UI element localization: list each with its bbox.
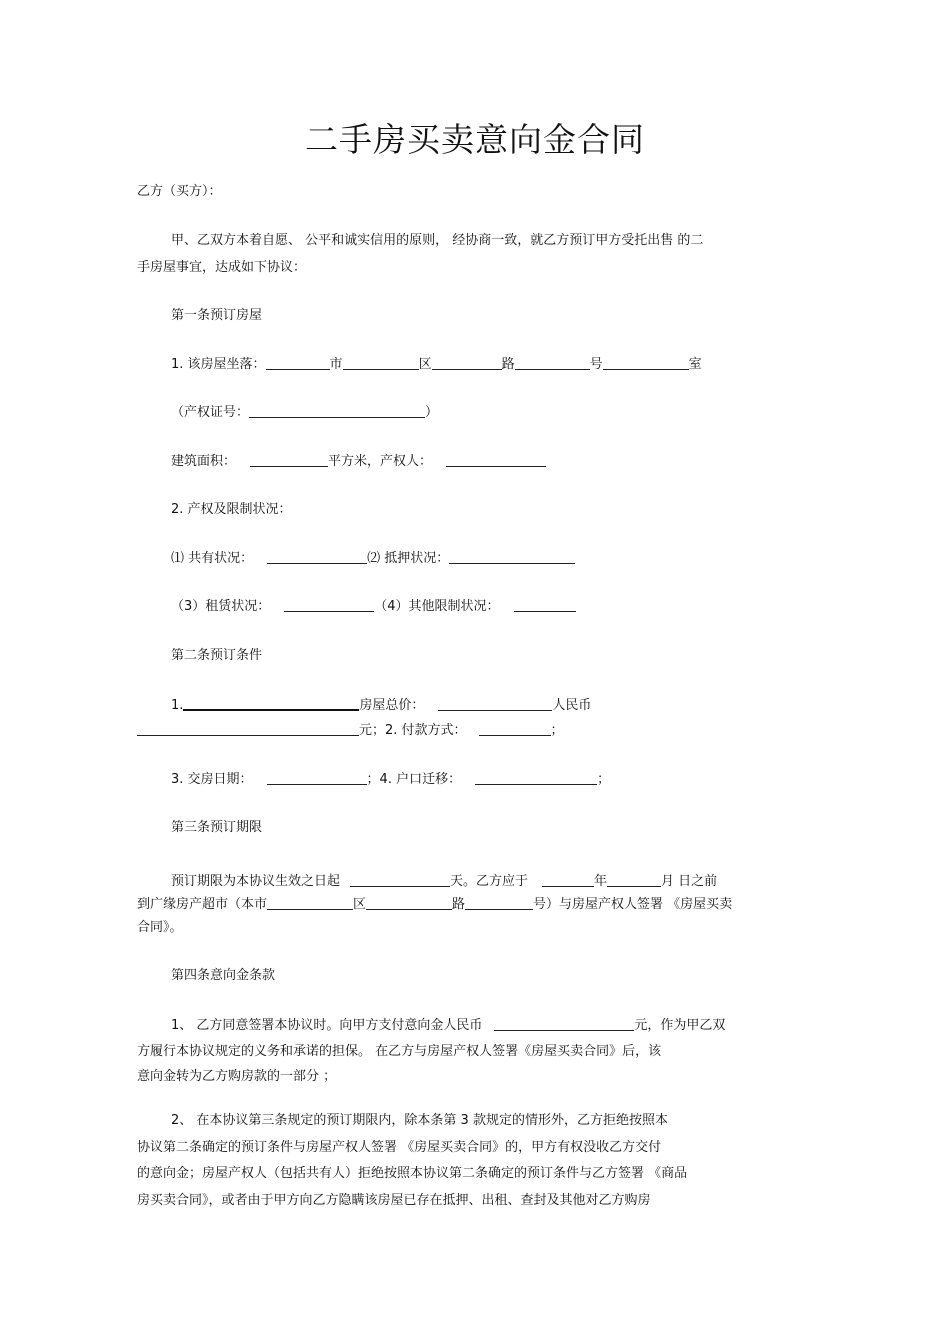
location-label: 1. 该房屋坐落： — [171, 357, 266, 372]
room-blank[interactable] — [603, 356, 689, 370]
term-month-blank[interactable] — [607, 873, 661, 887]
co-own-blank[interactable] — [267, 550, 367, 564]
room-suffix: 室 — [688, 357, 702, 372]
intro-line-1: 甲、乙双方本着自愿、 公平和诚实信用的原则， 经协商一致，就乙方预订甲方受托出售 的二 — [171, 233, 704, 248]
lease-other-row — [171, 598, 576, 616]
road-suffix: 路 — [501, 357, 515, 372]
payment-semicolon: ； — [550, 723, 564, 738]
co-own-label: ⑴ 共有状况： — [171, 551, 254, 566]
mortgage-blank[interactable] — [449, 550, 575, 564]
clause-2-line-4: 房买卖合同》，或者由于甲方向乙方隐瞒该房屋已存在抵押、出租、查封及其他对乙方购房 — [137, 1193, 651, 1208]
area-row — [171, 453, 546, 471]
market-road-blank[interactable] — [465, 896, 533, 910]
item-1-blank[interactable] — [183, 696, 359, 711]
row-end-semicolon: ； — [597, 772, 611, 787]
term-line-1 — [171, 873, 717, 891]
certificate-close: ） — [425, 405, 439, 420]
document-title: 二手房买卖意向金合同 — [305, 120, 645, 159]
clause-2-line-2: 协议第二条确定的预订条件与房屋产权人签署 《房屋买卖合同》的，甲方有权没收乙方交付 — [137, 1140, 662, 1155]
road-blank[interactable] — [432, 356, 502, 370]
rmb-label: 人民币 — [552, 698, 592, 713]
market-city-blank[interactable] — [267, 896, 353, 910]
city-suffix: 市 — [329, 357, 343, 372]
number-suffix: 号 — [589, 357, 603, 372]
certificate-blank[interactable] — [249, 404, 425, 418]
district-suffix: 区 — [418, 357, 432, 372]
term-line-3: 合同》。 — [137, 920, 183, 935]
term-start-text: 预订期限为本协议生效之日起 — [171, 874, 341, 889]
yuan-payment-label: 元；2. 付款方式： — [359, 723, 467, 738]
delivery-hukou-row — [171, 771, 610, 789]
mortgage-label: ⑵ 抵押状况： — [367, 551, 450, 566]
hukou-label: ；4. 户口迁移： — [366, 772, 462, 787]
city-blank[interactable] — [266, 356, 330, 370]
area-blank[interactable] — [250, 453, 328, 467]
market-number-text: 号）与房屋产权人签署 《房屋买卖 — [533, 897, 733, 912]
area-unit-owner-label: 平方米，产权人： — [328, 454, 433, 469]
certificate-label: （产权证号： — [171, 405, 250, 420]
intro-line-2: 手房屋事宜，达成如下协议： — [137, 260, 307, 275]
co-own-mortgage-row — [171, 550, 575, 568]
deposit-text: 1、 乙方同意签署本协议时。向甲方支付意向金人民币 — [171, 1018, 483, 1033]
term-year-suffix: 年 — [594, 874, 608, 889]
clause-2-line-1: 2、 在本协议第三条规定的预订期限内，除本条第 3 款规定的情形外，乙方拒绝按照本 — [171, 1113, 668, 1128]
total-price-blank[interactable] — [438, 697, 552, 711]
deposit-amount-blank[interactable] — [494, 1017, 634, 1031]
other-limit-label: （4）其他限制状况： — [374, 599, 500, 614]
district-blank[interactable] — [343, 356, 419, 370]
term-days-text: 天。乙方应于 — [450, 874, 529, 889]
area-label: 建筑面积： — [171, 454, 237, 469]
clause-1-line-3: 意向金转为乙方购房款的一部分 ； — [137, 1069, 337, 1084]
certificate-row — [171, 404, 438, 422]
delivery-date-blank[interactable] — [267, 771, 367, 785]
payment-method-blank[interactable] — [479, 722, 551, 736]
clause-1-line-2: 方履行本协议规定的义务和承诺的担保。 在乙方与房屋产权人签署《房屋买卖合同》后，该 — [137, 1044, 662, 1059]
term-days-blank[interactable] — [350, 873, 450, 887]
market-text: 到广缘房产超市（本市 — [137, 897, 268, 912]
lease-label: （3）租赁状况： — [171, 599, 271, 614]
market-road-suffix: 路 — [452, 897, 466, 912]
clause-1-line-1 — [171, 1017, 725, 1035]
term-year-blank[interactable] — [542, 873, 594, 887]
article-3-heading: 第三条预订期限 — [171, 820, 263, 835]
other-limit-blank[interactable] — [514, 598, 576, 612]
article-1-heading: 第一条预订房屋 — [171, 308, 263, 323]
deposit-guarantee-text: 元，作为甲乙双 — [634, 1018, 726, 1033]
term-line-2 — [137, 896, 732, 914]
owner-blank[interactable] — [446, 453, 546, 467]
number-blank[interactable] — [515, 356, 590, 370]
location-row — [171, 356, 702, 374]
term-month-day-text: 月 日之前 — [661, 874, 718, 889]
article-4-heading: 第四条意向金条款 — [171, 968, 276, 983]
market-district-suffix: 区 — [353, 897, 367, 912]
price-row — [171, 696, 591, 715]
rmb-amount-blank[interactable] — [137, 722, 359, 736]
clause-2-line-3: 的意向金；房屋产权人（包括共有人）拒绝按照本协议第二条确定的预订条件与乙方签署 《商品 — [137, 1166, 688, 1181]
rmb-payment-row — [137, 722, 564, 740]
article-2-heading: 第二条预订条件 — [171, 648, 263, 663]
lease-blank[interactable] — [284, 598, 374, 612]
market-district-blank[interactable] — [366, 896, 452, 910]
hukou-blank[interactable] — [475, 771, 597, 785]
delivery-date-label: 3. 交房日期： — [171, 772, 253, 787]
total-price-label: 房屋总价： — [359, 698, 425, 713]
item-1-prefix: 1. — [171, 698, 184, 713]
status-heading: 2. 产权及限制状况： — [171, 502, 292, 517]
party-b-label: 乙方（买方）： — [137, 184, 222, 199]
